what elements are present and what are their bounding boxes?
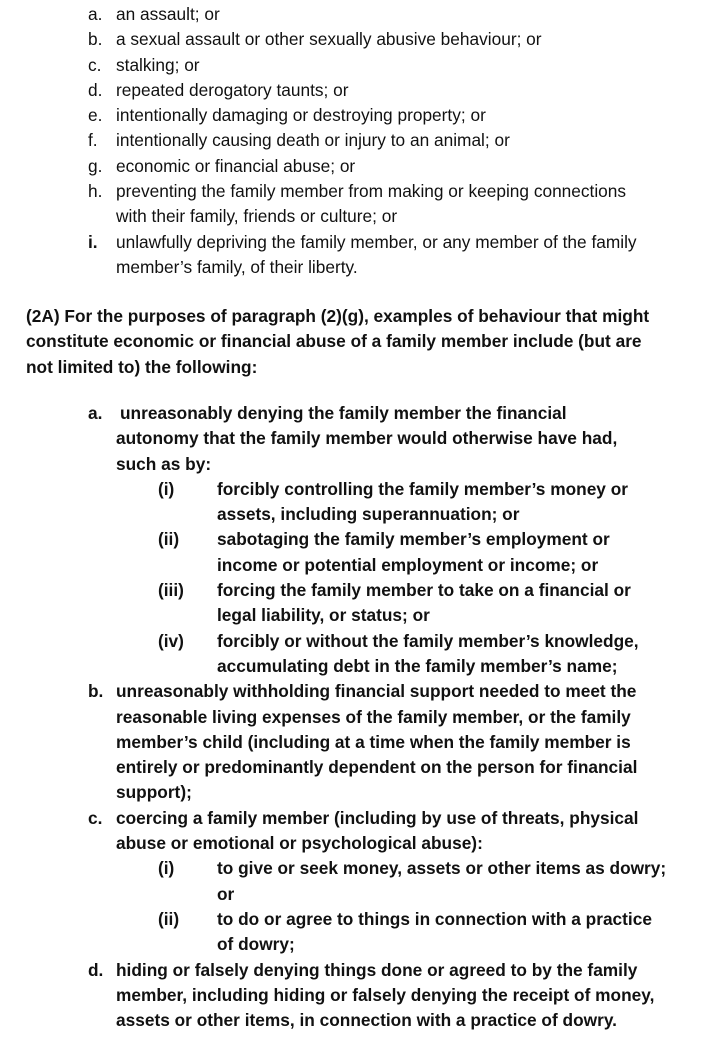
sub-text-line: to do or agree to things in connection with a practice	[217, 908, 652, 929]
list-letter: g.	[88, 155, 103, 176]
list-item	[0, 679, 728, 805]
paragraph-line: constitute economic or financial abuse of a family member include (but are	[26, 331, 642, 352]
list-letter: a.	[88, 403, 103, 423]
sub-text-line: forcing the family member to take on a financial or	[217, 580, 631, 601]
list-text-line: economic or financial abuse; or	[116, 155, 356, 176]
sub-item	[0, 477, 728, 528]
paragraph-line: (2A) For the purposes of paragraph (2)(g), examples of behaviour that might	[26, 306, 650, 326]
sub-text-line: assets, including superannuation; or	[217, 504, 520, 525]
sub-text-line: income or potential employment or income; or	[217, 554, 599, 575]
list-text-line: preventing the family member from making or keeping connections	[116, 181, 627, 202]
sub-item	[0, 907, 728, 958]
list-text-line: such as by:	[116, 453, 212, 474]
list-text-line: member’s child (including at a time when the family member is	[116, 731, 631, 752]
list-letter: f.	[88, 130, 98, 151]
list-item	[0, 806, 728, 857]
list-letter: i.	[88, 231, 98, 252]
list-text-line: coercing a family member (including by use of threats, physical	[116, 807, 639, 828]
sub-text-line: or	[217, 883, 235, 904]
sub-item	[0, 527, 728, 578]
sub-number: (i)	[158, 478, 175, 499]
list-text-line: stalking; or	[116, 54, 200, 75]
list-text-line: entirely or predominantly dependent on the person for financial	[116, 757, 638, 778]
list-letter: h.	[88, 181, 103, 202]
list-letter: c.	[88, 807, 103, 828]
list-text-line: unlawfully depriving the family member, or any member of the family	[116, 231, 637, 252]
list-text-line: support);	[116, 782, 192, 803]
sub-text-line: forcibly controlling the family member’s money or	[217, 478, 628, 499]
sub-text-line: to give or seek money, assets or other items as dowry;	[217, 858, 667, 879]
list-item	[0, 2, 728, 27]
list-item	[0, 78, 728, 103]
sub-number: (i)	[158, 858, 175, 879]
list-letter: a.	[88, 4, 103, 24]
list-text-line: unreasonably denying the family member the financial	[120, 403, 567, 423]
list-text-line: reasonable living expenses of the family member, or the family	[116, 706, 631, 727]
list-text-line: with their family, friends or culture; or	[116, 206, 398, 227]
subsection-2a-paragraph	[26, 304, 726, 380]
list-item	[0, 103, 728, 128]
list-letter: b.	[88, 29, 103, 50]
sub-item	[0, 856, 728, 907]
list-letter: c.	[88, 54, 102, 75]
list-text-line: intentionally causing death or injury to an animal; or	[116, 130, 510, 151]
list-letter: d.	[88, 79, 103, 100]
list-letter: d.	[88, 959, 104, 980]
sub-number: (ii)	[158, 908, 180, 929]
sub-text-line: of dowry;	[217, 934, 295, 955]
list-letter: e.	[88, 105, 103, 126]
list-text-line: intentionally damaging or destroying property; or	[116, 105, 486, 126]
list-item	[0, 154, 728, 179]
list-item	[0, 128, 728, 153]
list-text-line: a sexual assault or other sexually abusive behaviour; or	[116, 29, 542, 50]
list-item	[0, 958, 728, 1034]
list-text-line: repeated derogatory taunts; or	[116, 79, 349, 100]
sub-number: (iii)	[158, 580, 184, 601]
sub-text-line: forcibly or without the family member’s knowledge,	[217, 630, 639, 651]
list-text-line: member’s family, of their liberty.	[116, 256, 358, 277]
list-text-line: abuse or emotional or psychological abuse):	[116, 833, 483, 854]
list-text-line: an assault; or	[116, 4, 220, 24]
list-text-line: unreasonably withholding financial support needed to meet the	[116, 681, 637, 702]
sub-item	[0, 578, 728, 629]
list-item	[0, 53, 728, 78]
sub-item	[0, 629, 728, 680]
list-text-line: member, including hiding or falsely denying the receipt of money,	[116, 984, 655, 1005]
sub-text-line: accumulating debt in the family member’s name;	[217, 655, 618, 676]
sub-number: (ii)	[158, 529, 180, 550]
list-text-line: hiding or falsely denying things done or agreed to by the family	[116, 959, 638, 980]
offence-list	[0, 2, 728, 280]
list-item	[0, 230, 728, 281]
paragraph-line: not limited to) the following:	[26, 356, 258, 377]
financial-abuse-examples-list	[0, 401, 728, 1033]
list-item	[0, 179, 728, 230]
list-item	[0, 27, 728, 52]
list-letter: b.	[88, 681, 104, 702]
sub-text-line: legal liability, or status; or	[217, 605, 430, 626]
sub-number: (iv)	[158, 630, 184, 651]
list-item	[0, 401, 728, 477]
list-text-line: assets or other items, in connection with a practice of dowry.	[116, 1010, 617, 1031]
list-text-line: autonomy that the family member would otherwise have had,	[116, 428, 618, 449]
sub-text-line: sabotaging the family member’s employment or	[217, 529, 610, 550]
